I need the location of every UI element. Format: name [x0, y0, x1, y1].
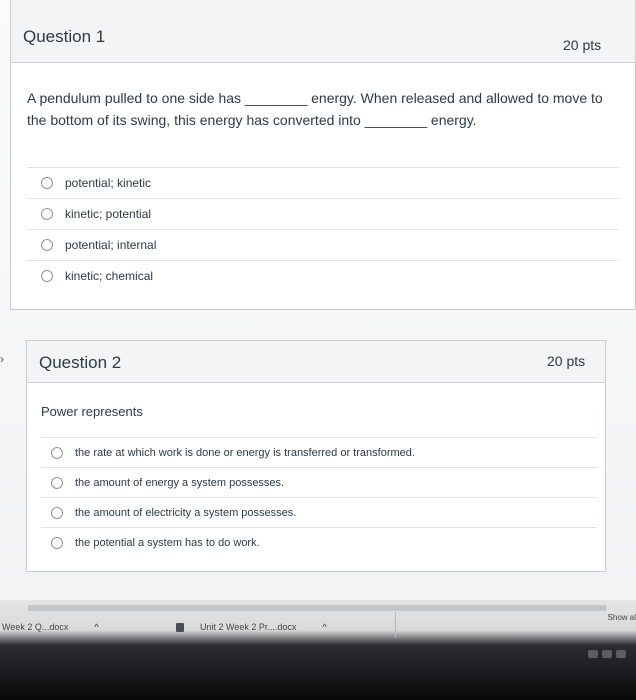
system-tray	[566, 645, 626, 663]
question-1-card	[10, 0, 636, 310]
divider	[395, 612, 396, 638]
answer-label: potential; internal	[65, 238, 157, 252]
answer-label: the amount of energy a system possesses.	[75, 476, 285, 489]
chevron-up-icon[interactable]: ^	[322, 622, 327, 632]
answer-label: kinetic; chemical	[65, 269, 154, 283]
answer-label: kinetic; potential	[65, 207, 152, 221]
radio-button[interactable]	[41, 177, 53, 189]
radio-button[interactable]	[51, 507, 63, 519]
radio-button[interactable]	[41, 208, 53, 220]
horizontal-scrollbar[interactable]	[28, 605, 606, 611]
radio-button[interactable]	[51, 477, 63, 489]
answer-option[interactable]	[27, 198, 619, 229]
answer-option[interactable]	[27, 167, 619, 198]
download-item-1-label: Week 2 Q...docx	[2, 622, 69, 632]
question-2-card	[26, 340, 606, 572]
question-2-points: 20 pts	[547, 353, 586, 369]
radio-button[interactable]	[41, 239, 53, 251]
battery-icon[interactable]	[602, 650, 612, 658]
chevron-up-icon[interactable]: ^	[94, 622, 99, 632]
question-1-answers	[27, 167, 619, 291]
question-1-points: 20 pts	[563, 37, 602, 53]
answer-option[interactable]	[41, 437, 597, 467]
question-2-text: Power represents	[41, 404, 143, 419]
question-1-title: Question 1	[23, 27, 106, 46]
answer-label: the amount of electricity a system possesses.	[75, 506, 297, 519]
answer-label: potential; kinetic	[65, 176, 152, 190]
answer-option[interactable]	[41, 467, 597, 497]
answer-label: the potential a system has to do work.	[75, 536, 260, 549]
network-icon[interactable]	[588, 650, 598, 658]
question-1-text: A pendulum pulled to one side has ________ energy. When released and allowed to move to the bottom of its swing, this energy has converted into ________ energy.	[27, 90, 603, 128]
radio-button[interactable]	[51, 537, 63, 549]
answer-option[interactable]	[27, 260, 619, 291]
answer-label: the rate at which work is done or energy is transferred or transformed.	[75, 446, 415, 459]
answer-option[interactable]	[41, 497, 597, 527]
show-all-button[interactable]: Show al	[607, 613, 636, 622]
download-item-1[interactable]	[2, 622, 99, 632]
download-bar	[0, 600, 636, 700]
download-item-2-label: Unit 2 Week 2 Pr....docx	[200, 622, 297, 632]
answer-option[interactable]	[27, 229, 619, 260]
radio-button[interactable]	[41, 270, 53, 282]
question-1-header	[11, 0, 635, 63]
document-icon	[176, 623, 184, 632]
question-2-answers	[41, 437, 597, 557]
volume-icon[interactable]	[616, 650, 626, 658]
chevron-right-icon[interactable]: ›	[0, 352, 4, 366]
question-2-header	[27, 341, 605, 383]
answer-option[interactable]	[41, 527, 597, 557]
radio-button[interactable]	[51, 447, 63, 459]
question-2-title: Question 2	[39, 353, 122, 372]
download-item-2[interactable]	[176, 622, 327, 632]
